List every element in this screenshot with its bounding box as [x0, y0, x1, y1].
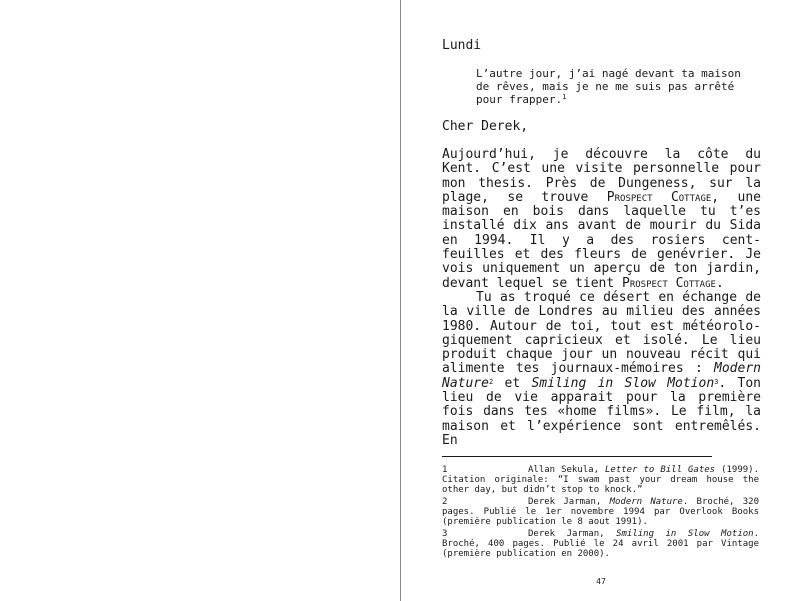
right-page: [401, 0, 801, 601]
left-blank-page: [0, 0, 400, 601]
footnote-author: Derek Jarman,: [528, 497, 610, 507]
footnote-2: [442, 497, 759, 527]
footnotes: [442, 465, 759, 561]
footnote-number: 2: [442, 497, 448, 507]
paragraph-2: [442, 291, 761, 448]
footnote-author: Derek Jarman,: [528, 529, 617, 539]
paragraph-2-text-a: Tu as troqué ce désert en échange de la ville de Londres au milieu des années 1980. Autour de toi, tout est météorolo-giquement capricieux et isolé. Le lieu produit chaque jour un nouveau récit qui alimente tes journaux-mémoires :: [442, 289, 761, 377]
paragraph-2-text-b: et: [493, 375, 532, 391]
footnote-details: (1999). Citation originale: “I swam past your dream house the other day, but didn’t stop to knock.”: [442, 465, 759, 495]
footnote-3: [442, 529, 759, 559]
footnote-author: Allan Sekula,: [528, 465, 605, 475]
footnote-rule: [442, 456, 712, 457]
footnote-ref-3: 3: [714, 377, 719, 386]
place-name-prospect-cottage-2: Prospect Cottage: [622, 275, 716, 291]
footnote-number: 3: [442, 529, 448, 539]
footnote-number: 1: [442, 465, 448, 475]
footnote-title: Modern Nature: [609, 497, 683, 507]
day-heading: Lundi: [442, 38, 482, 53]
footnote-title: Letter to Bill Gates: [605, 465, 716, 475]
book-title-smiling-in-slow-motion: Smiling in Slow Motion: [531, 375, 715, 391]
paragraph-1-text-b: , une maison en bois dans laquelle tu t’es installé dix ans avant de mourir du Sida en 1994. Il y a des rosiers cent-feuilles et des fleurs de genévrier. Je vois uniquement un aperçu de ton jardin, devant lequel se tient: [442, 189, 761, 291]
footnote-ref-2: 2: [488, 377, 494, 386]
paragraph-1-text-c: .: [715, 275, 724, 291]
paragraph-1: [442, 148, 761, 291]
epigraph-quote: [476, 67, 756, 106]
footnote-1: [442, 465, 759, 495]
letter-salutation: Cher Derek,: [442, 119, 529, 134]
footnote-title: Smiling in Slow Motion: [616, 529, 754, 539]
paragraph-1-text-a: Aujourd’hui, je découvre la côte du Kent. C’est une visite personnelle pour mon thesis. Près de Dungeness, sur la plage, se trouve: [442, 147, 761, 205]
place-name-prospect-cottage: Prospect Cottage: [606, 189, 712, 205]
epigraph-text: L’autre jour, j’ai nagé devant ta maison de rêves, mais je ne me suis pas arrêté pour frapper.: [476, 67, 741, 106]
book-title-modern-nature: Modern Nature: [442, 361, 761, 391]
paragraph-2-text-c: . Ton lieu de vie apparait pour la première fois dans tes «home films». Le film, la maison et l’expérience sont entremêlés. En: [442, 375, 762, 448]
footnote-ref-1: 1: [562, 93, 567, 101]
footnote-details: . Broché, 320 pages. Publié le 1er novembre 1994 par Overlook Books (première publication le 8 aout 1991).: [442, 497, 759, 527]
footnote-details: . Broché, 400 pages. Publié le 24 avril 2001 par Vintage (première publication en 2000).: [442, 529, 759, 559]
page-number: 47: [596, 577, 606, 586]
letter-body: [442, 148, 761, 448]
